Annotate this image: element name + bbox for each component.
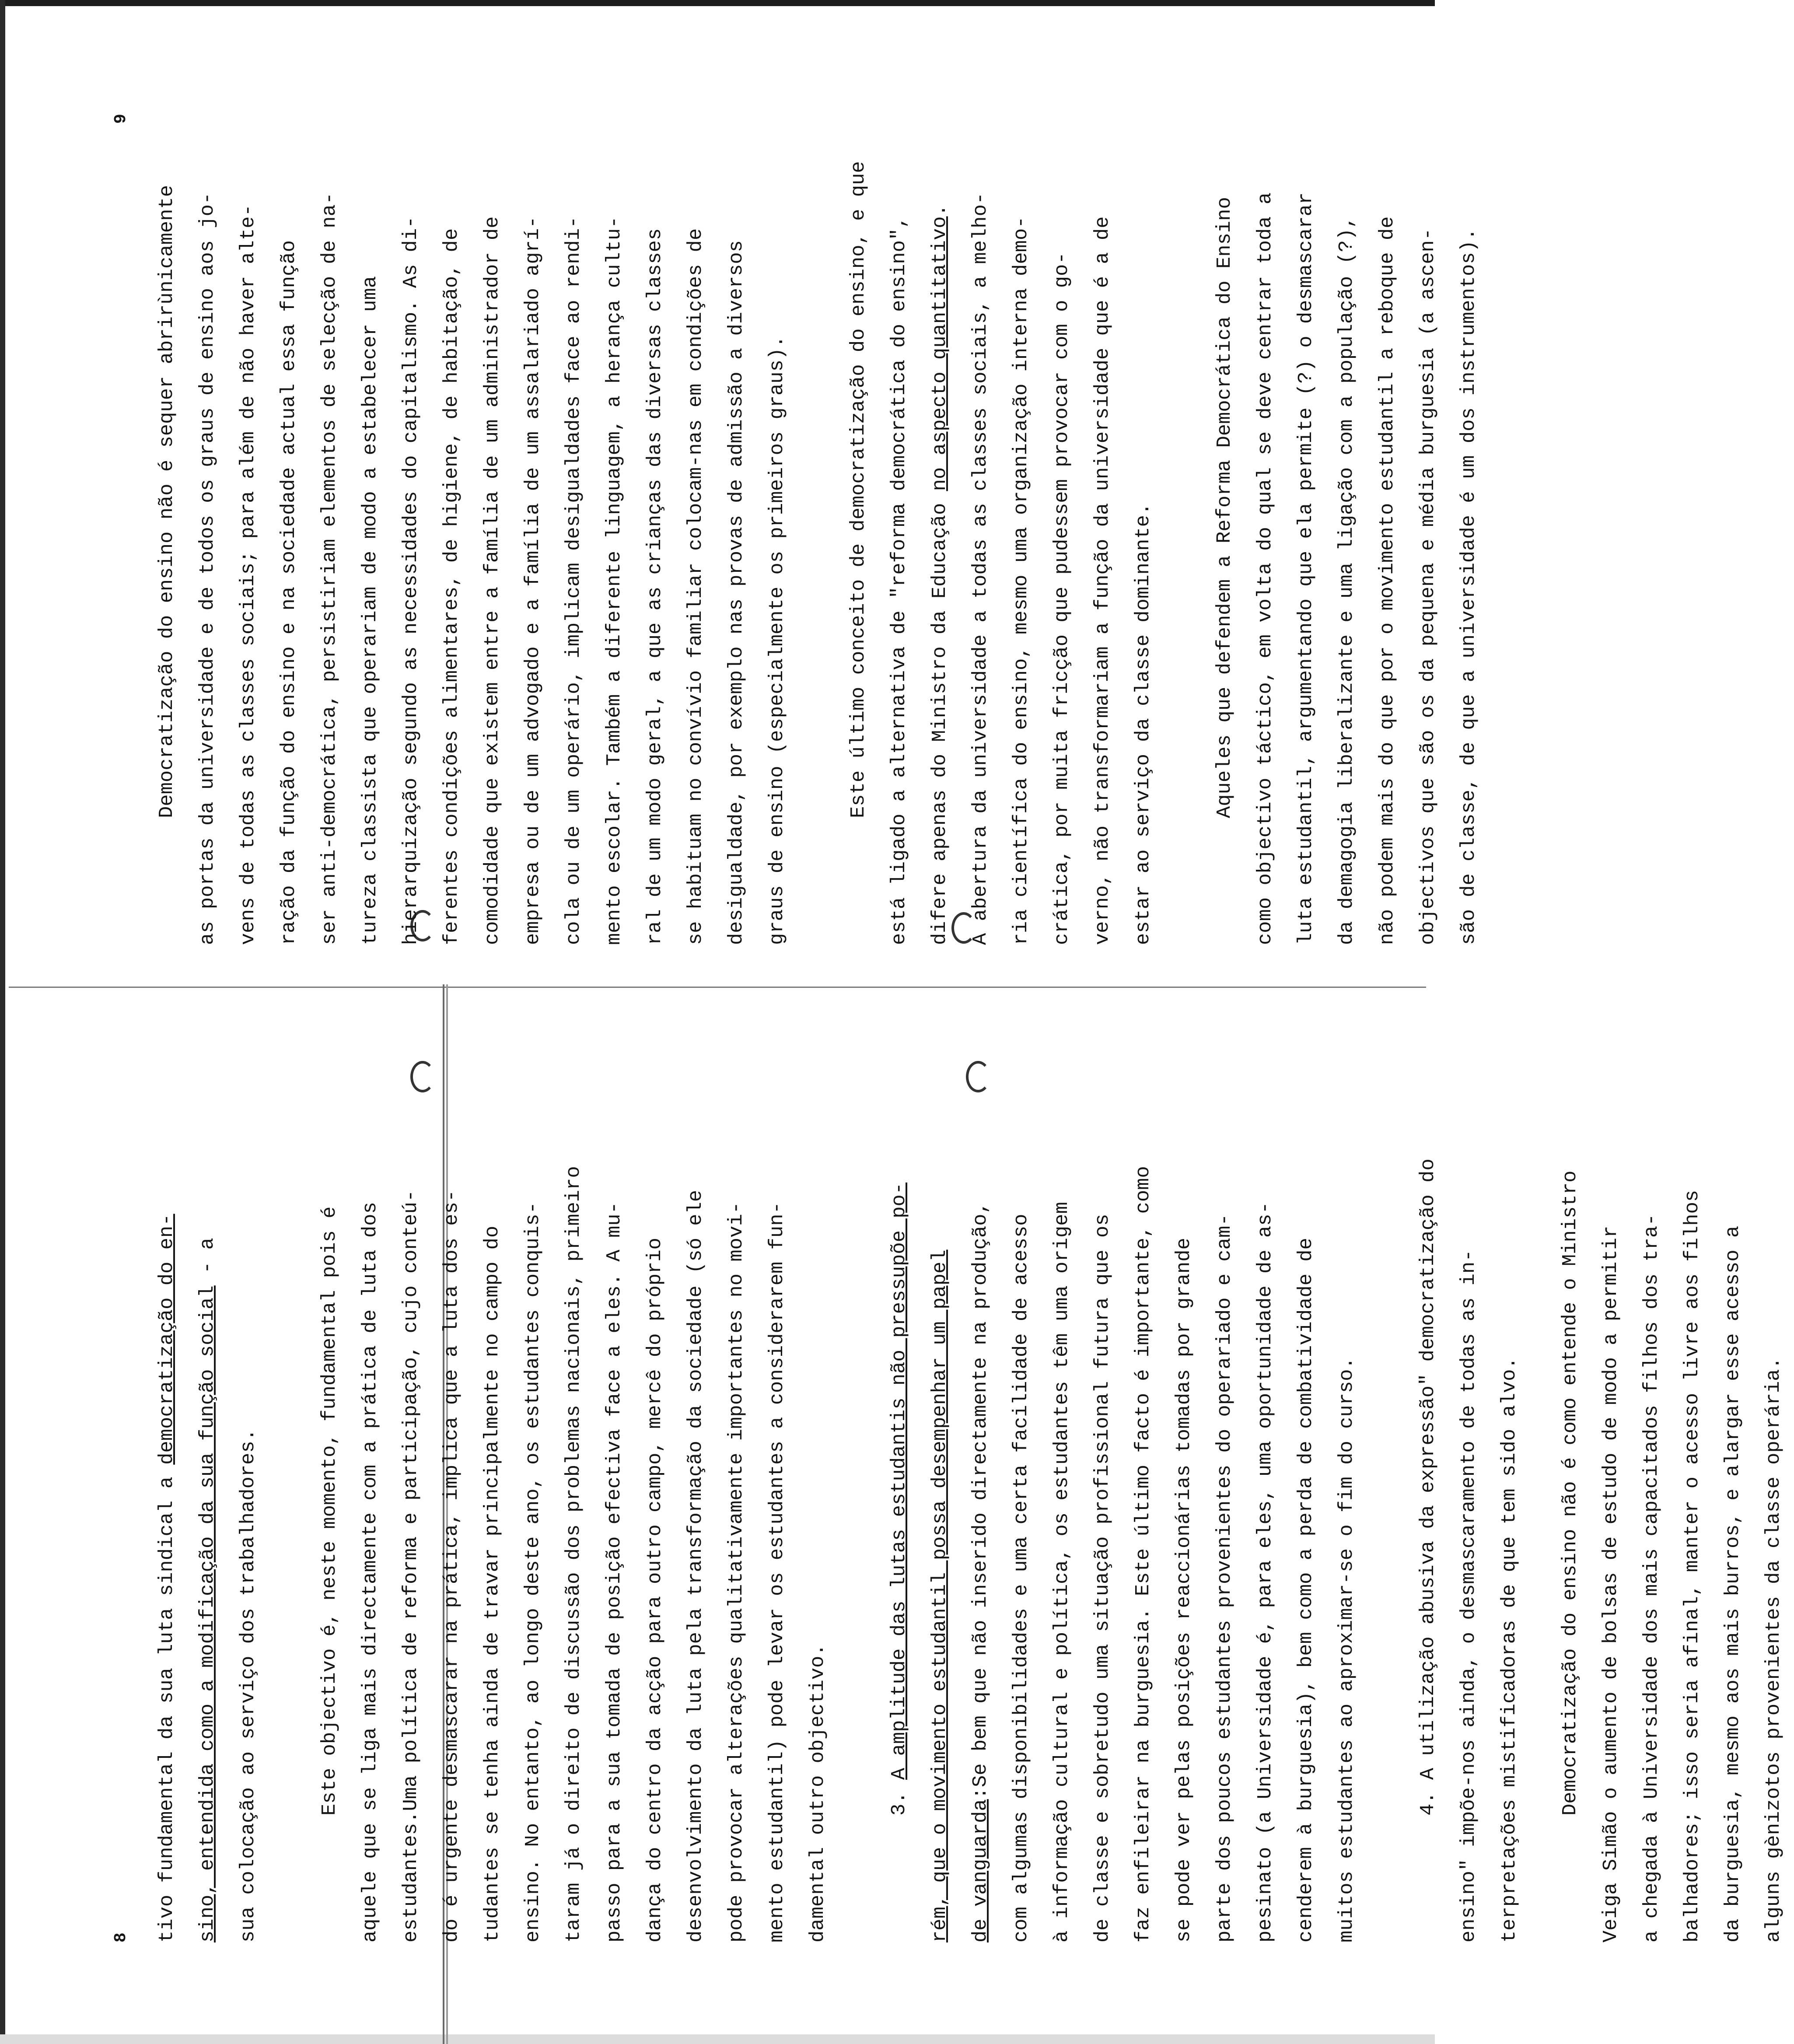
text-line: luta estudantil, argumentando que ela permite (?) o desmascarar — [1294, 192, 1317, 945]
text-line: Este último conceito de democratização do ensino, e que — [847, 161, 870, 818]
punch-hole-mark — [966, 1061, 990, 1092]
page-body — [147, 96, 1489, 945]
text-line: tudantes se tenha ainda de travar principalmente no campo do — [481, 1225, 504, 1942]
text-line: as portas da universidade e de todos os graus de ensino aos jo- — [196, 192, 219, 945]
paragraph-last-concept — [838, 96, 1164, 945]
underlined-phrase: sino, entendida como a modificação da sua função social — [196, 1285, 219, 1942]
text-line: crática, por muita fricção que pudessem provocar com o go- — [1050, 252, 1073, 945]
text-line: estar ao serviço da classe dominante. — [1132, 503, 1154, 945]
text-line: faz enfileirar na burguesia. Este último facto é importante, como — [1132, 1166, 1154, 1942]
page-8 — [112, 1094, 1785, 1960]
text-line: Veiga Simão o aumento de bolsas de estudo de modo a permitir — [1599, 1225, 1622, 1942]
text-line: passo para a sua tomada de posição efectiva face a eles. A mu- — [603, 1202, 626, 1942]
text-line: de classe e sobretudo uma situação profissional futura que os — [1091, 1214, 1114, 1942]
text-line: do é urgente desmascarar na prática, implica que a luta dos es- — [440, 1190, 463, 1942]
text-line: desigualdade, por exemplo nas provas de admissão a diversos — [725, 240, 748, 945]
text-line: comodidade que existem entre a família de um administrador de — [481, 216, 504, 945]
text-line: ração da função do ensino e na sociedade actual essa função — [277, 240, 300, 945]
text-line: se pode ver pelas posições reaccionárias tomadas por grande — [1172, 1238, 1195, 1942]
paragraph-reform-defenders — [1204, 96, 1489, 945]
text-line: muitos estudantes ao aproximar-se o fim do curso. — [1335, 1357, 1358, 1942]
scan-left-border — [0, 0, 5, 2044]
text-line: A abertura da universidade a todas as classes sociais, a melho- — [969, 192, 992, 945]
punch-hole-mark — [410, 1061, 435, 1092]
page-number: 8 — [112, 1932, 130, 1942]
text-line: ral de um modo geral, a que as crianças das diversas classes — [643, 228, 666, 945]
text-line: parte dos poucos estudantes provenientes do operariado e cam- — [1213, 1214, 1236, 1942]
text-line: difere apenas do Ministro da Educação no aspecto quantitativo. — [928, 204, 951, 945]
paragraph-point-3 — [879, 1094, 1367, 1942]
page-number: 9 — [112, 114, 130, 124]
text-line: como objectivo táctico, em volta do qual se deve centrar toda a — [1254, 192, 1276, 945]
text-line: cenderem à burguesia), bem como a perda de combatividade de — [1294, 1238, 1317, 1942]
paragraph-minister-view — [1550, 1094, 1794, 1942]
text-line: da demagogia liberalizante e uma ligação com a população (?), — [1335, 216, 1358, 945]
text-line: ensino" impõe-nos ainda, o desmascaramento de todas as in- — [1457, 1250, 1480, 1942]
text-line: terpretações mistificadoras de que tem sido alvo. — [1498, 1357, 1521, 1942]
text-line: cola ou de um operário, implicam desigualdades face ao rendi- — [562, 216, 585, 945]
text-line: balhadores; isso seria afinal, manter o acesso livre aos filhos — [1681, 1190, 1703, 1942]
text-line: com algumas disponibilidades e uma certa facilidade de acesso — [1010, 1214, 1032, 1942]
text-line: Este objectivo é, neste momento, fundamental pois é — [318, 1206, 341, 1816]
text-line: não podem mais do que por o movimento estudantil a reboque de — [1376, 216, 1399, 945]
text-line: estudantes.Uma política de reforma e participação, cujo conteú- — [399, 1190, 422, 1942]
underlined-phrase: no aspecto quantitativo — [928, 216, 951, 491]
page-fold-line — [9, 987, 1426, 988]
text-line: 4. A utilização abusiva da expressão" democratização do — [1416, 1158, 1439, 1816]
text-line: vens de todas as classes sociais; para além de não haver alte- — [237, 204, 259, 945]
text-line: verno, não transformariam a função da universidade que é a de — [1091, 216, 1114, 945]
text-line: alguns gènizotos provenientes da classe operária. — [1762, 1357, 1785, 1942]
text-line: mento estudantil) pode levar os estudantes a considerarem fun- — [766, 1202, 788, 1942]
underlined-phrase: A amplitude das lutas estudantis não pressupõe po- — [888, 1182, 910, 1780]
text-line: empresa ou de um advogado e a família de um assalariado agrí- — [521, 216, 544, 945]
text-line: são de classe, de que a universidade é um dos instrumentos). — [1457, 228, 1480, 945]
underlined-phrase: rém, que o movimento estudantil possa desempenhar um papel — [928, 1250, 951, 1942]
text-line: mento escolar. Também a diferente linguagem, a herança cultu- — [603, 216, 626, 945]
underlined-phrase: de vanguarda — [969, 1799, 992, 1942]
text-line: dança do centro da acção para outro campo, mercê do próprio — [643, 1238, 666, 1942]
text-line: pesinato (a Universidade é, para eles, uma oportunidade de as- — [1254, 1202, 1276, 1942]
text-line: se habituam no convívio familiar colocam-nas em condições de — [684, 228, 707, 945]
text-line: à informação cultural e política, os estudantes têm uma origem — [1050, 1202, 1073, 1942]
text-line: tureza classista que operariam de modo a estabelecer uma — [359, 276, 381, 945]
paragraph-point-4 — [1408, 1094, 1530, 1942]
text-line: desenvolvimento da luta pela transformação da sociedade (só ele — [684, 1190, 707, 1942]
text-line: tivo fundamental da sua luta sindical a democratização do en- — [155, 1214, 178, 1942]
text-line: hierarquização segundo as necessidades do capitalismo. As di- — [399, 216, 422, 945]
text-line: 3. A amplitude das lutas estudantis não pressupõe po- — [888, 1182, 910, 1816]
text-line — [920, 1094, 960, 1942]
paragraph-objective-fundamental — [309, 1094, 838, 1942]
text-line: objectivos que são os da pequena e média burguesia (a ascen- — [1416, 228, 1439, 945]
text-line: está ligado a alternativa de "reforma democrática do ensino", — [888, 216, 910, 945]
text-line: Democratização do ensino não é sequer abrirùnicamente — [155, 185, 178, 818]
text-line: ferentes condições alimentares, de higiene, de habitação, de — [440, 228, 463, 945]
underlined-phrase: democratização do en- — [155, 1214, 178, 1465]
scan-top-border — [0, 0, 1435, 6]
text-line: ensino. No entanto, ao longo deste ano, os estudantes conquis- — [521, 1202, 544, 1942]
text-line: ser anti-democrática, persistiriam elementos de selecção de na- — [318, 192, 341, 945]
page-body — [147, 1094, 1794, 1942]
page-9 — [112, 96, 1480, 962]
text-line: aquele que se liga mais directamente com a prática de luta dos — [359, 1202, 381, 1942]
text-line: Aqueles que defendem a Reforma Democrática do Ensino — [1213, 197, 1236, 818]
scan-bottom-border — [0, 2034, 1435, 2044]
text-line: sino, entendida como a modificação da sua função social - a — [196, 1238, 219, 1942]
text-line: ria científica do ensino, mesmo uma organização interna demo- — [1010, 216, 1032, 945]
text-line: pode provocar alterações qualitativamente importantes no movi- — [725, 1202, 748, 1942]
text-line: Democratização do ensino não é como entende o Ministro — [1559, 1170, 1581, 1816]
text-line: da burguesia, mesmo aos mais burros, e alargar esse acesso a — [1721, 1225, 1744, 1942]
text-line: de vanguarda:Se bem que não inserido directamente na produção, — [969, 1202, 992, 1942]
paragraph-objective-continued — [147, 1094, 269, 1942]
paragraph-democratization — [147, 96, 797, 945]
text-line: damental outro objectivo. — [806, 1644, 829, 1942]
text-line: taram já o direito de discussão dos problemas nacionais, primeiro — [562, 1166, 585, 1942]
text-line: sua colocação ao serviço dos trabalhadores. — [237, 1428, 259, 1942]
text-line: a chegada à Universidade dos mais capacitados filhos dos tra- — [1640, 1214, 1663, 1942]
text-line: graus de ensino (especialmente os primeiros graus). — [766, 336, 788, 945]
